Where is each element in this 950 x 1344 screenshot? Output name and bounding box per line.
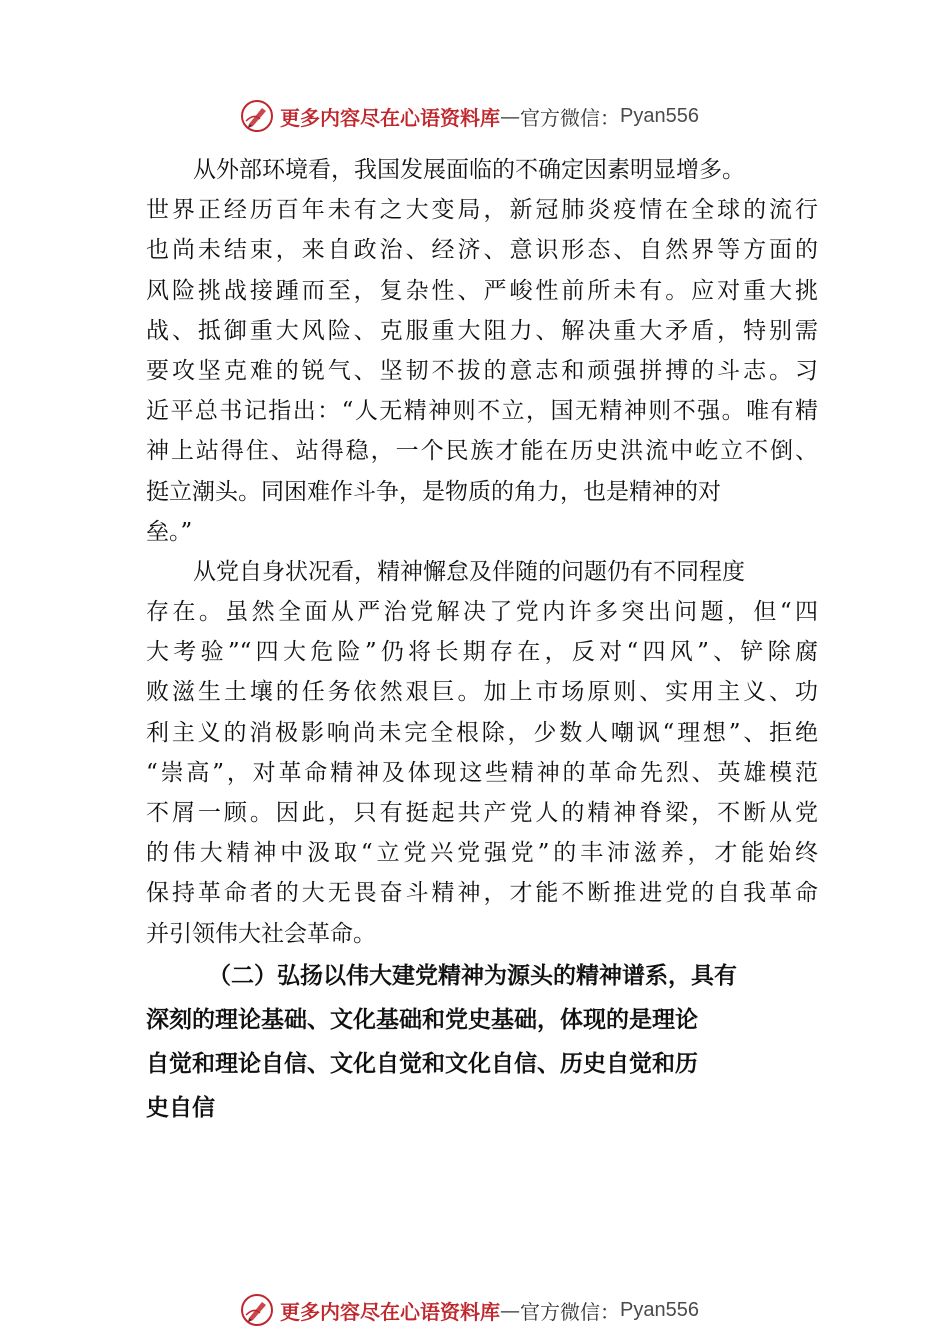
text-line: 神上站得住、站得稳，一个民族才能在历史洪流中屹立不倒、 [146, 438, 818, 465]
heading-line: 深刻的理论基础、文化基础和党史基础，体现的是理论 [146, 1005, 698, 1033]
text-line: 存在。虽然全面从严治党解决了党内许多突出问题，但“四 [146, 599, 818, 626]
banner-site-name: 更多内容尽在心语资料库 [280, 105, 500, 130]
text-line: 近平总书记指出：“人无精神则不立，国无精神则不强。唯有精 [146, 398, 818, 425]
text-line: “崇高”，对革命精神及体现这些精神的革命先烈、英雄模范 [146, 759, 818, 786]
text-line: 并引领伟大社会革命。 [146, 920, 376, 947]
heading-line: 自觉和理论自信、文化自觉和文化自信、历史自觉和历 [146, 1049, 698, 1077]
text-line: 要攻坚克难的锐气、坚韧不拔的意志和顽强拼搏的斗志。习 [146, 357, 818, 384]
text-line: 战、抵御重大风险、克服重大阻力、解决重大矛盾，特别需 [146, 317, 818, 344]
section-heading [146, 954, 818, 1130]
banner-dash: — [500, 104, 520, 128]
document-body [146, 150, 818, 1130]
text-line: 大考验”“四大危险”仍将长期存在，反对“四风”、铲除腐 [146, 639, 818, 666]
banner-wechat-label: 官方微信： [520, 105, 620, 130]
paragraph-external [146, 150, 818, 552]
text-line: 保持革命者的大无畏奋斗精神，才能不断推进党的自我革命 [146, 880, 818, 907]
heading-line: （二）弘扬以伟大建党精神为源头的精神谱系，具有 [208, 961, 737, 989]
pen-logo-icon [240, 1293, 274, 1327]
footer-banner [240, 1290, 699, 1330]
text-line: 垒。” [146, 518, 193, 545]
text-line: 利主义的消极影响尚未完全根除，少数人嘲讽“理想”、拒绝 [146, 719, 818, 746]
text-line: 败滋生土壤的任务依然艰巨。加上市场原则、实用主义、功 [146, 679, 818, 706]
banner-wechat-id: Pyan556 [620, 104, 699, 127]
heading-line: 史自信 [146, 1093, 215, 1121]
banner-site-name: 更多内容尽在心语资料库 [280, 1299, 500, 1324]
text-line: 风险挑战接踵而至，复杂性、严峻性前所未有。应对重大挑 [146, 277, 818, 304]
text-line: 世界正经历百年未有之大变局，新冠肺炎疫情在全球的流行 [146, 197, 818, 224]
header-banner [240, 96, 699, 136]
text-line: 从党自身状况看，精神懈怠及伴随的问题仍有不同程度 [193, 558, 745, 585]
pen-logo-icon [240, 99, 274, 133]
banner-dash: — [500, 1298, 520, 1322]
text-line: 也尚未结束，来自政治、经济、意识形态、自然界等方面的 [146, 237, 818, 264]
paragraph-party [146, 552, 818, 954]
banner-wechat-id: Pyan556 [620, 1298, 699, 1321]
banner-wechat-label: 官方微信： [520, 1299, 620, 1324]
text-line: 挺立潮头。同困难作斗争，是物质的角力，也是精神的对 [146, 478, 721, 505]
text-line: 不屑一顾。因此，只有挺起共产党人的精神脊梁，不断从党 [146, 800, 818, 826]
text-line: 从外部环境看，我国发展面临的不确定因素明显增多。 [193, 157, 745, 183]
text-line: 的伟大精神中汲取“立党兴党强党”的丰沛滋养，才能始终 [146, 840, 818, 867]
